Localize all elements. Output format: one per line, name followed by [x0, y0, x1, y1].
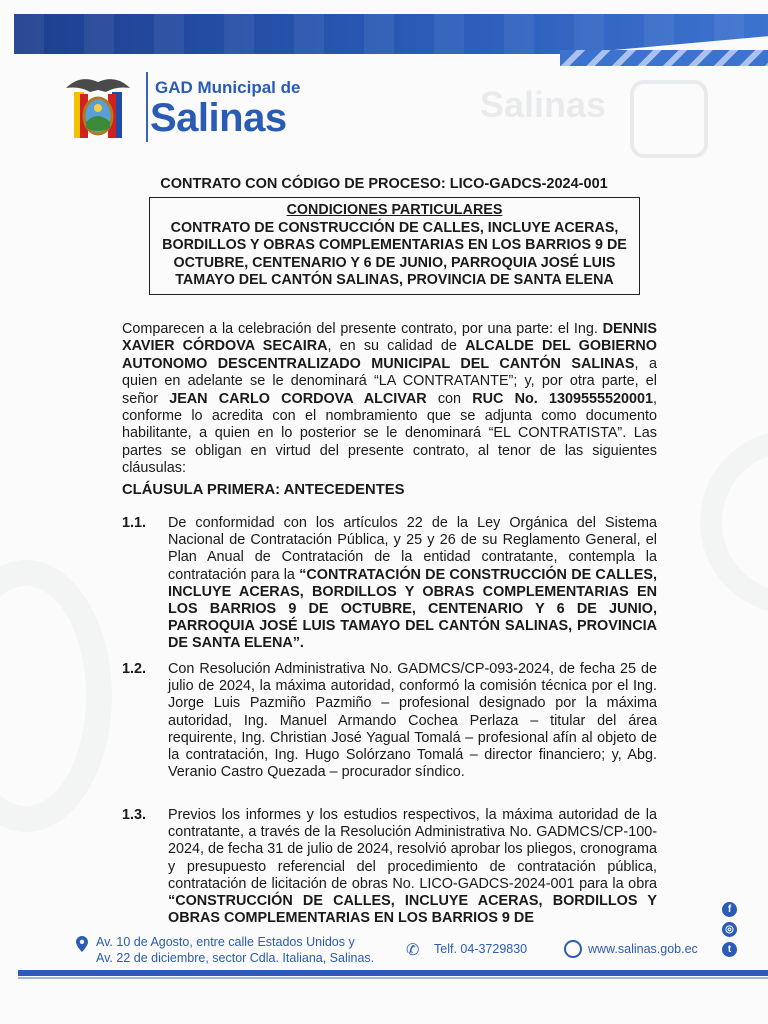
- facebook-icon[interactable]: f: [722, 902, 737, 917]
- clause-number: 1.1.: [122, 515, 147, 531]
- contractist-name: JEAN CARLO CORDOVA ALCIVAR: [169, 390, 427, 407]
- footer-band: [18, 970, 768, 976]
- box-line: TAMAYO DEL CANTÓN SALINAS, PROVINCIA DE SANTA ELENA: [175, 272, 614, 288]
- brand-title: Salinas: [150, 96, 287, 140]
- footer-band-line: [18, 977, 768, 979]
- clause-text: Previos los informes y los estudios respectivos, la máxima autoridad de la contratante, a través de la Resolución Administrativa No. GADMCS/CP-100-2024, de fecha 31 de julio de 2024, resolvió aprobar los pliegos, cronograma y presupuesto referencial del procedimiento de contratación pública, contratación de licitación de obras No. LICO-GADCS-2024-001 para la obra “CONSTRUCCIÓN DE CALLES, INCLUYE ACERAS, BORDILLOS Y OBRAS COMPLEMENTARIAS EN LOS BARRIOS 9 DE: [168, 807, 657, 927]
- location-pin-icon: [76, 936, 88, 952]
- contractor-role: ALCALDE DEL GOBIERNO AUTONOMO DESCENTRALIZADO MUNICIPAL DEL CANTÓN SALINAS: [122, 338, 657, 372]
- coat-of-arms-logo: [58, 66, 138, 146]
- header-stripe: [560, 50, 768, 66]
- document-title: CONTRATO CON CÓDIGO DE PROCESO: LICO-GADCS-2024-001: [160, 176, 608, 192]
- footer: [0, 930, 768, 970]
- header-band: [14, 14, 768, 54]
- footer-phone: Telf. 04-3729830: [434, 942, 528, 956]
- conditions-box: [149, 197, 640, 295]
- instagram-icon[interactable]: ◎: [722, 922, 737, 937]
- footer-website[interactable]: www.salinas.gob.ec: [588, 942, 698, 956]
- clause-1-1: [122, 515, 657, 653]
- contractor-name: DENNIS XAVIER CÓRDOVA SECAIRA: [122, 321, 658, 355]
- clause-text: De conformidad con los artículos 22 de la Ley Orgánica del Sistema Nacional de Contratación Pública, y 25 y 26 de su Reglamento General, el Plan Anual de Contratación de la entidad contratante, contempla la contratación para la “CONTRATACIÓN DE CONSTRUCCIÓN DE CALLES, INCLUYE ACERAS, BORDILLOS Y OBRAS COMPLEMENTARIAS EN LOS BARRIOS 9 DE OCTUBRE, CENTENARIO Y 6 DE JUNIO, PARROQUIA JOSÉ LUIS TAMAYO DEL CANTÓN SALINAS, PROVINCIA DE SANTA ELENA”.: [168, 515, 657, 652]
- globe-icon: [564, 940, 582, 958]
- watermark-title: Salinas: [480, 84, 607, 125]
- box-line: CONTRATO DE CONSTRUCCIÓN DE CALLES, INCLUYE ACERAS,: [170, 219, 619, 236]
- section-title: CLÁUSULA PRIMERA: ANTECEDENTES: [122, 482, 405, 498]
- watermark-emblem: [630, 80, 708, 158]
- footer-address: Av. 10 de Agosto, entre calle Estados Unidos y Av. 22 de diciembre, sector Cdla. Italiana, Salinas.: [96, 935, 375, 965]
- intro-paragraph: Comparecen a la celebración del presente contrato, por una parte: el Ing. DENNIS XAVIER CÓRDOVA SECAIRA, en su calidad de ALCALDE DEL GOBIERNO AUTONOMO DESCENTRALIZADO MUNICIPAL DEL CANTÓN SALINAS, a quien en adelante se le denominará “LA CONTRATANTE”; y, por otra parte, el señor JEAN CARLO CORDOVA ALCIVAR con RUC No. 1309555520001, conforme lo acredita con el nombramiento que se adjunta como documento habilitante, a quien en lo posterior se le denominará “EL CONTRATISTA”. Las partes se obligan en virtud del presente contrato, al tenor de las siguientes cláusulas:: [122, 321, 658, 477]
- watermark-sun: [700, 430, 768, 614]
- clause-number: 1.3.: [122, 807, 147, 823]
- clause-1-3: [122, 807, 657, 927]
- box-heading: CONDICIONES PARTICULARES: [286, 202, 503, 218]
- clause-1-2: [122, 661, 657, 781]
- clause-number: 1.2.: [122, 661, 147, 677]
- watermark-arc: [0, 560, 112, 832]
- box-line: BORDILLOS Y OBRAS COMPLEMENTARIAS EN LOS BARRIOS 9 DE: [162, 237, 627, 253]
- phone-icon: ✆: [406, 942, 420, 959]
- ruc-number: RUC No. 1309555520001: [472, 390, 654, 407]
- twitter-icon[interactable]: t: [722, 942, 737, 957]
- logo-divider: [146, 72, 148, 142]
- clause-text: Con Resolución Administrativa No. GADMCS/CP-093-2024, de fecha 25 de julio de 2024, la máxima autoridad, conformó la comisión técnica por el Ing. Jorge Luis Pazmiño Pazmiño – profesional designado por la máxima autoridad, Ing. Manuel Armando Cochea Perlaza – titular del área requirente, Ing. Christian José Yagual Tomalá – profesional afín al objeto de la contratación, Ing. Hugo Solórzano Tomalá – director financiero; y, Abg. Veranio Castro Quezada – procurador síndico.: [168, 661, 657, 781]
- brand-subtitle: GAD Municipal de: [155, 78, 301, 97]
- box-line: OCTUBRE, CENTENARIO Y 6 DE JUNIO, PARROQUIA JOSÉ LUIS: [173, 254, 616, 271]
